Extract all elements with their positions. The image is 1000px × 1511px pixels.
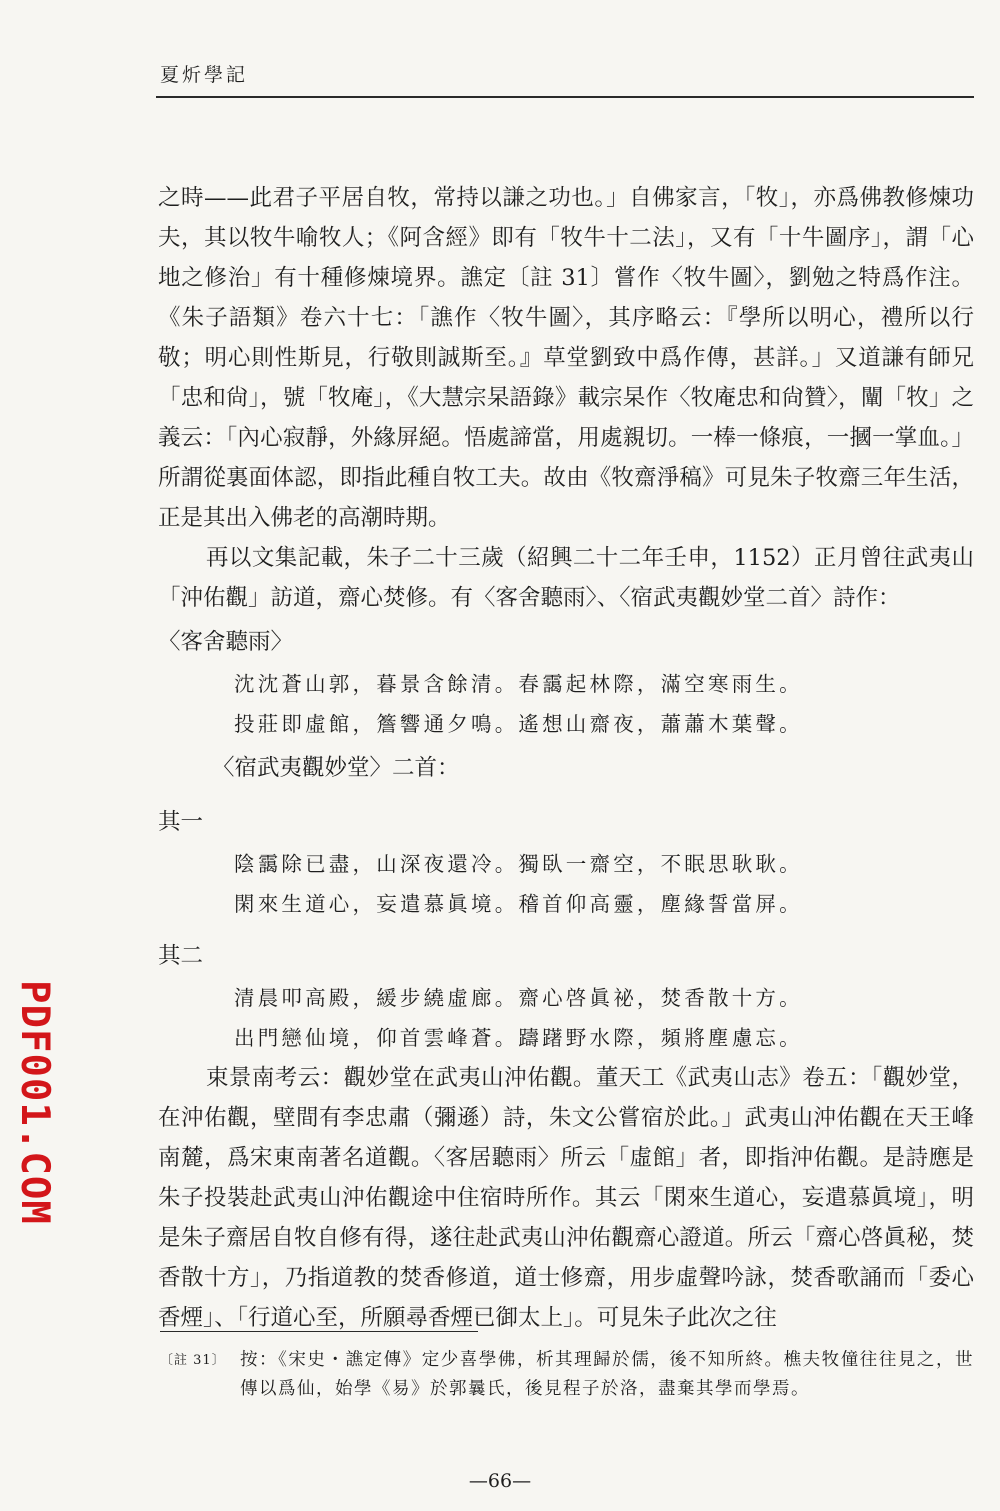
footnote-text: 按：《宋史・譙定傳》定少喜學佛，析其理歸於儒，後不知所終。樵夫牧僮往往見之，世傳以爲仙，始學《易》於郭曩氏，後見程子於洛，盡棄其學而學焉。 (240, 1350, 974, 1399)
poem-line: 清晨叩高殿，緩步繞虛廊。齋心啓眞祕，焚香散十方。 (234, 986, 803, 1010)
poem-line: 閑來生道心，妄遣慕眞境。稽首仰高靈，塵緣誓當屏。 (234, 892, 803, 916)
main-text (158, 178, 974, 1338)
poem-title: 〈宿武夷觀妙堂〉二首： (212, 755, 460, 781)
footnote-mark: 〔註 31〕 (160, 1353, 226, 1368)
page-number: —66— (468, 1470, 532, 1492)
poem-line: 投莊即虛館，簷響通夕鳴。遙想山齋夜，蕭蕭木葉聲。 (234, 712, 803, 736)
watermark: PDF001.COM (12, 980, 57, 1225)
paragraph: 束景南考云：觀妙堂在武夷山沖佑觀。董天工《武夷山志》卷五：「觀妙堂，在沖佑觀，壁間有李忠肅（彌遜）詩，朱文公嘗宿於此。」武夷山沖佑觀在天王峰南麓，爲宋東南著名道觀。〈客居聽雨〉所云「虛館」者，即指沖佑觀。是詩應是朱子投裝赴武夷山沖佑觀途中住宿時所作。其云「閑來生道心，妄遣慕眞境」，明是朱子齋居自牧自修有得，遂往赴武夷山沖佑觀齋心證道。所云「齋心啓眞秘，焚香散十方」，乃指道教的焚香修道，道士修齋，用步虛聲吟詠，焚香歌誦而「委心香煙」、「行道心至，所願尋香煙已御太上」。可見朱子此次之往 (158, 1065, 974, 1331)
poem-title: 〈客舍聽雨〉 (158, 629, 294, 655)
book-title: 夏炘學記 (160, 64, 249, 86)
running-header (156, 52, 974, 98)
footnote (160, 1346, 974, 1404)
poem-line: 沈沈蒼山郭，暮景含餘清。春靄起林際，滿空寒雨生。 (234, 672, 803, 696)
paragraph: 再以文集記載，朱子二十三歲（紹興二十二年壬申，1152）正月曾往武夷山「沖佑觀」訪道，齋心焚修。有〈客舍聽雨〉、〈宿武夷觀妙堂二首〉詩作： (158, 545, 974, 611)
paragraph: 之時——此君子平居自牧，常持以謙之功也。」自佛家言，「牧」，亦爲佛教修煉功夫，其以牧牛喻牧人；《阿含經》即有「牧牛十二法」，又有「十牛圖序」，謂「心地之修治」有十種修煉境界。譙定〔註 31〕嘗作〈牧牛圖〉，劉勉之特爲作注。《朱子語類》卷六十七：「譙作〈牧牛圖〉，其序略云：『學所以明心，禮所以行敬；明心則性斯見，行敬則誠斯至。』草堂劉致中爲作傳，甚詳。」又道謙有師兄「忠和尙」，號「牧庵」，《大慧宗杲語錄》載宗杲作〈牧庵忠和尙贊〉，闡「牧」之義云：「內心寂靜，外緣屏絕。悟處諦當，用處親切。一棒一條痕，一摑一掌血。」所謂從裏面体認，即指此種自牧工夫。故由《牧齋淨稿》可見朱子牧齋三年生活，正是其出入佛老的高潮時期。 (158, 185, 974, 531)
poem-line: 陰靄除已盡，山深夜還冷。獨臥一齋空，不眠思耿耿。 (234, 852, 803, 876)
footnote-divider (160, 1331, 478, 1332)
poem-line: 出門戀仙境，仰首雲峰蒼。躊躇野水際，頻將塵慮忘。 (234, 1026, 803, 1050)
poem-part-label: 其一 (158, 809, 204, 835)
poem-part-label: 其二 (158, 943, 204, 969)
